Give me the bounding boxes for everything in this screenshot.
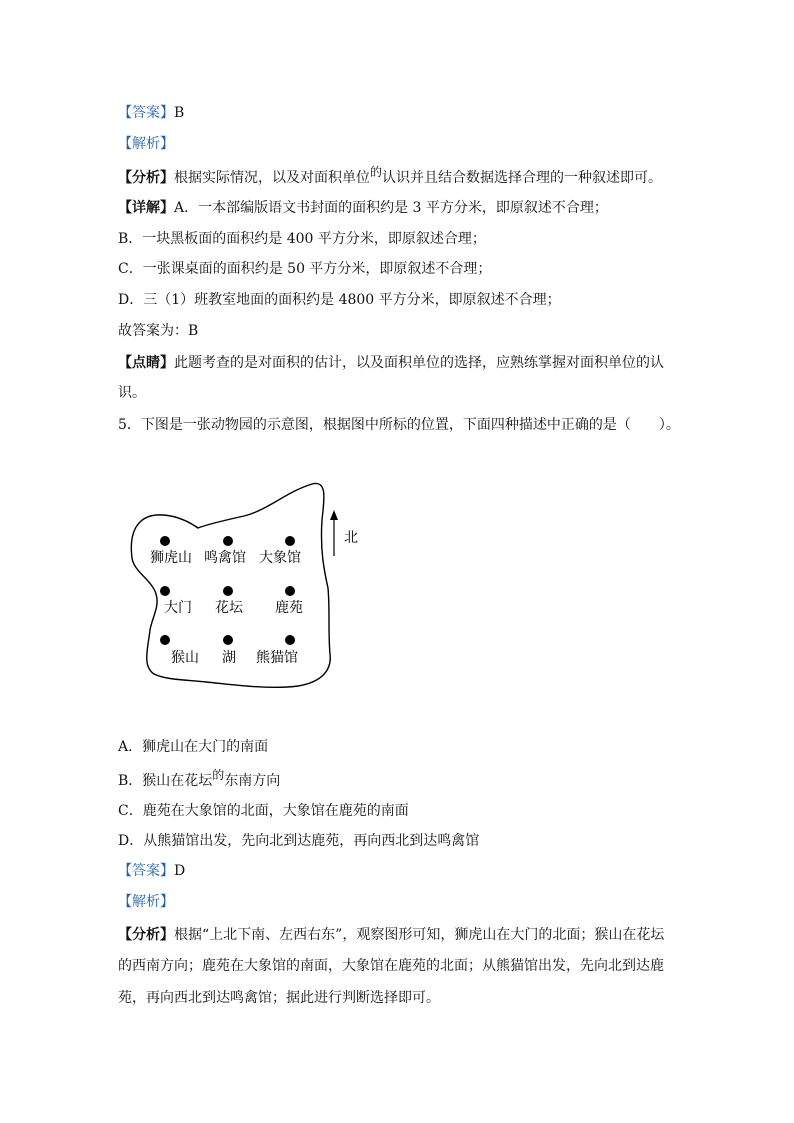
dianjing-text-1: 此题考查的是对面积的估计，以及面积单位的选择，应熟练掌握对面积单位的认 [174,355,664,371]
label-daxiangguan: 大象馆 [259,550,301,566]
option-a: A．狮虎山在大门的南面 [118,739,269,755]
option-b-text-a: B．猴山在花坛 [118,773,213,789]
option-b-text-b: 东南方向 [224,773,281,789]
answer-tag: 【答案】 [118,105,174,121]
marker-daxiangguan [285,536,295,546]
xiangjie-text: A．一本部编版语文书封面的面积约是 3 平方分米，即原叙述不合理； [174,200,608,216]
answer-value-2: D [174,863,186,879]
option-d: D．从熊猫馆出发，先向北到达鹿苑，再向西北到达鸣禽馆 [118,833,480,849]
fenxi-de: 的 [370,165,383,179]
fenxi-tag: 【分析】 [118,170,174,186]
item-d: D．三（1）班教室地面的面积约是 4800 平方分米，即原叙述不合理； [118,292,561,308]
dianjing-line-1 [118,354,664,372]
xiangjie-line-1 [118,199,608,217]
analysis-tag: 【解析】 [118,136,174,152]
fenxi2-text-1: 根据“上北下南、左西右东”，观察图形可知，狮虎山在大门的北面；猴山在花坛 [174,927,665,943]
item-c: C．一张课桌面的面积约是 50 平方分米，即原叙述不合理； [118,261,492,277]
fenxi2-line-2: 的西南方向；鹿苑在大象馆的南面，大象馆在鹿苑的北面；从熊猫馆出发，先向北到达鹿 [118,958,664,974]
option-b [118,768,281,790]
fenxi-line-1 [118,165,663,187]
marker-luyuan [285,586,295,596]
label-hu: 湖 [222,650,236,666]
marker-mingqinguan [223,536,233,546]
fenxi2-line-3: 苑，再向西北到达鸣禽馆；据此进行判断选择即可。 [118,990,440,1006]
analysis-tag-2: 【解析】 [118,894,174,910]
label-huatan: 花坛 [215,600,243,616]
marker-shihushan [160,536,170,546]
question-5: 5．下图是一张动物园的示意图，根据图中所标的位置，下面四种描述中正确的是（ ）。 [118,417,680,433]
zoo-map [118,470,378,700]
fenxi-text-a: 根据实际情况，以及对面积单位 [174,170,370,186]
marker-huatan [223,586,233,596]
item-b: B．一块黑板面的面积约是 400 平方分米，即原叙述合理； [118,231,486,247]
analysis-heading-2 [118,893,174,911]
marker-damen [160,586,170,596]
dianjing-tag: 【点睛】 [118,355,174,371]
answer-tag-2: 【答案】 [118,863,174,879]
label-xiongmaoguan: 熊猫馆 [256,650,298,666]
answer-line-2 [118,862,185,880]
marker-hu [223,635,233,645]
conclusion-1: 故答案为：B [118,323,199,339]
label-luyuan: 鹿苑 [275,600,303,616]
option-c: C．鹿苑在大象馆的北面，大象馆在鹿苑的南面 [118,803,409,819]
xiangjie-tag: 【详解】 [118,200,174,216]
fenxi-text-b: 认识并且结合数据选择合理的一种叙述即可。 [382,170,663,186]
label-houshan: 猴山 [171,650,199,666]
marker-houshan [160,635,170,645]
label-damen: 大门 [164,600,192,616]
fenxi2-line-1 [118,926,664,944]
marker-xiongmaoguan [285,635,295,645]
north-label: 北 [344,530,358,546]
label-mingqinguan: 鸣禽馆 [204,550,246,566]
analysis-heading-1 [118,135,174,153]
option-b-de: 的 [212,768,225,782]
fenxi2-tag: 【分析】 [118,927,174,943]
label-shihushan: 狮虎山 [150,550,192,566]
north-arrow [330,510,338,556]
dianjing-line-2: 识。 [118,385,146,401]
answer-value: B [174,105,185,121]
answer-line-1 [118,104,184,122]
